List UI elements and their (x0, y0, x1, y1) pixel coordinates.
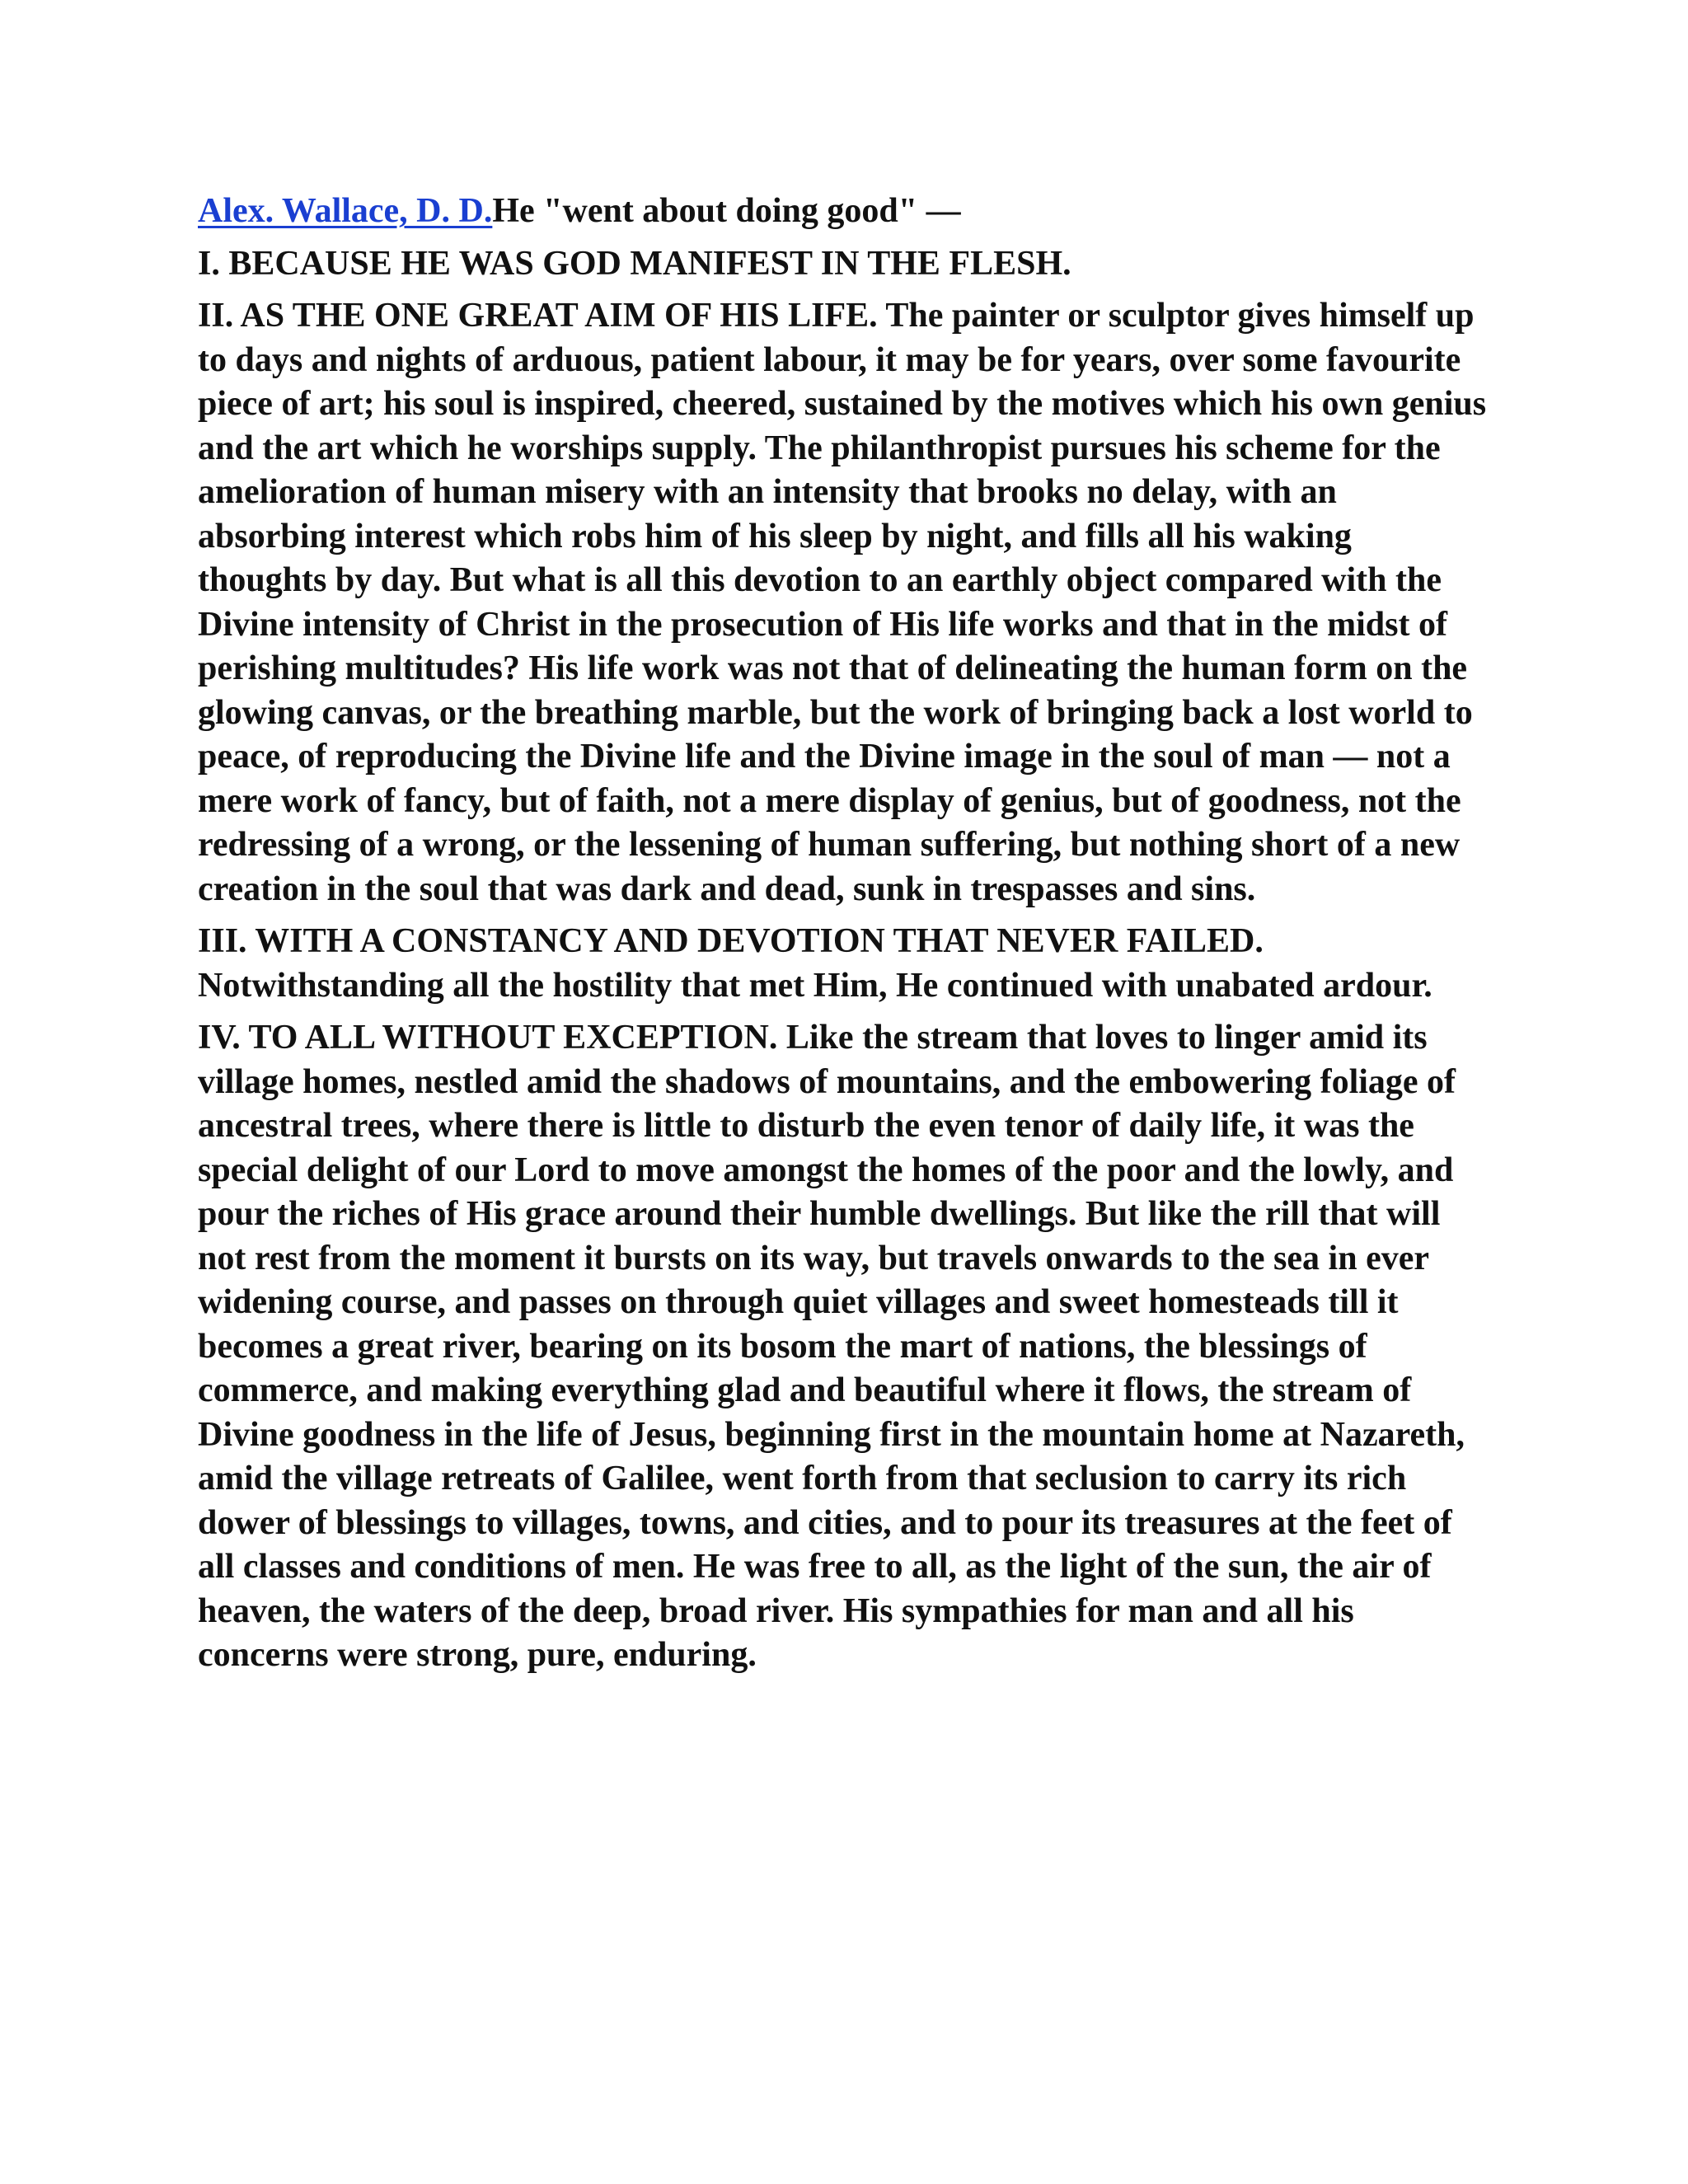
point-3 (198, 920, 1488, 1008)
point-3-text: Notwithstanding all the hostility that met Him, He continued with unabated ardour. (198, 966, 1432, 1005)
intro-text: He "went about doing good" — (492, 192, 961, 230)
point-4-text: Like the stream that loves to linger amid its village homes, nestled amid the shadows of mountains, and the embowering foliage of ancestral trees, where there is little to disturb the even tenor of daily life, it was the special delight of our Lord to move amongst the homes of the poor and the lowly, and pour the riches of His grace around their humble dwellings. But like the rill that will not rest from the moment it bursts on its way, but travels onwards to the sea in ever widening course, and passes on through quiet villages and sweet homesteads till it becomes a great river, bearing on its bosom the mart of nations, the blessings of commerce, and making everything glad and beautiful where it flows, the stream of Divine goodness in the life of Jesus, beginning first in the mountain home at Nazareth, amid the village retreats of Galilee, went forth from that seclusion to carry its rich dower of blessings to villages, towns, and cities, and to pour its treasures at the feet of all classes and conditions of men. He was free to all, as the light of the sun, the air of heaven, the waters of the deep, broad river. His sympathies for man and all his concerns were strong, pure, enduring. (198, 1019, 1465, 1674)
point-1 (198, 242, 1488, 287)
point-2 (198, 294, 1488, 912)
intro-line (198, 190, 1488, 234)
point-2-text: The painter or sculptor gives himself up to days and nights of arduous, patient labour, it may be for years, over some favourite piece of art; his soul is inspired, cheered, sustained by the motives which his own genius and the art which he worships supply. The philanthropist pursues his scheme for the amelioration of human misery with an intensity that brooks no delay, with an absorbing interest which robs him of his sleep by night, and fills all his waking thoughts by day. But what is all this devotion to an earthly object compared with the Divine intensity of Christ in the prosecution of His life works and that in the midst of perishing multitudes? His life work was not that of delineating the human form on the glowing canvas, or the breathing marble, but the work of bringing back a lost world to peace, of reproducing the Divine life and the Divine image in the soul of man — not a mere work of fancy, but of faith, not a mere display of genius, but of goodness, not the redressing of a wrong, or the lessening of human suffering, but nothing short of a new creation in the soul that was dark and dead, sunk in trespasses and sins. (198, 297, 1487, 908)
point-3-heading: III. WITH A CONSTANCY AND DEVOTION THAT NEVER FAILED. (198, 922, 1264, 960)
point-2-heading: II. AS THE ONE GREAT AIM OF HIS LIFE. (198, 297, 878, 335)
point-1-heading: I. BECAUSE HE WAS GOD MANIFEST IN THE FLESH. (198, 244, 1071, 283)
author-link[interactable]: Alex. Wallace, D. D. (198, 192, 493, 230)
point-4-heading: IV. TO ALL WITHOUT EXCEPTION. (198, 1019, 778, 1057)
point-4 (198, 1016, 1488, 1678)
document-page (198, 190, 1488, 1686)
